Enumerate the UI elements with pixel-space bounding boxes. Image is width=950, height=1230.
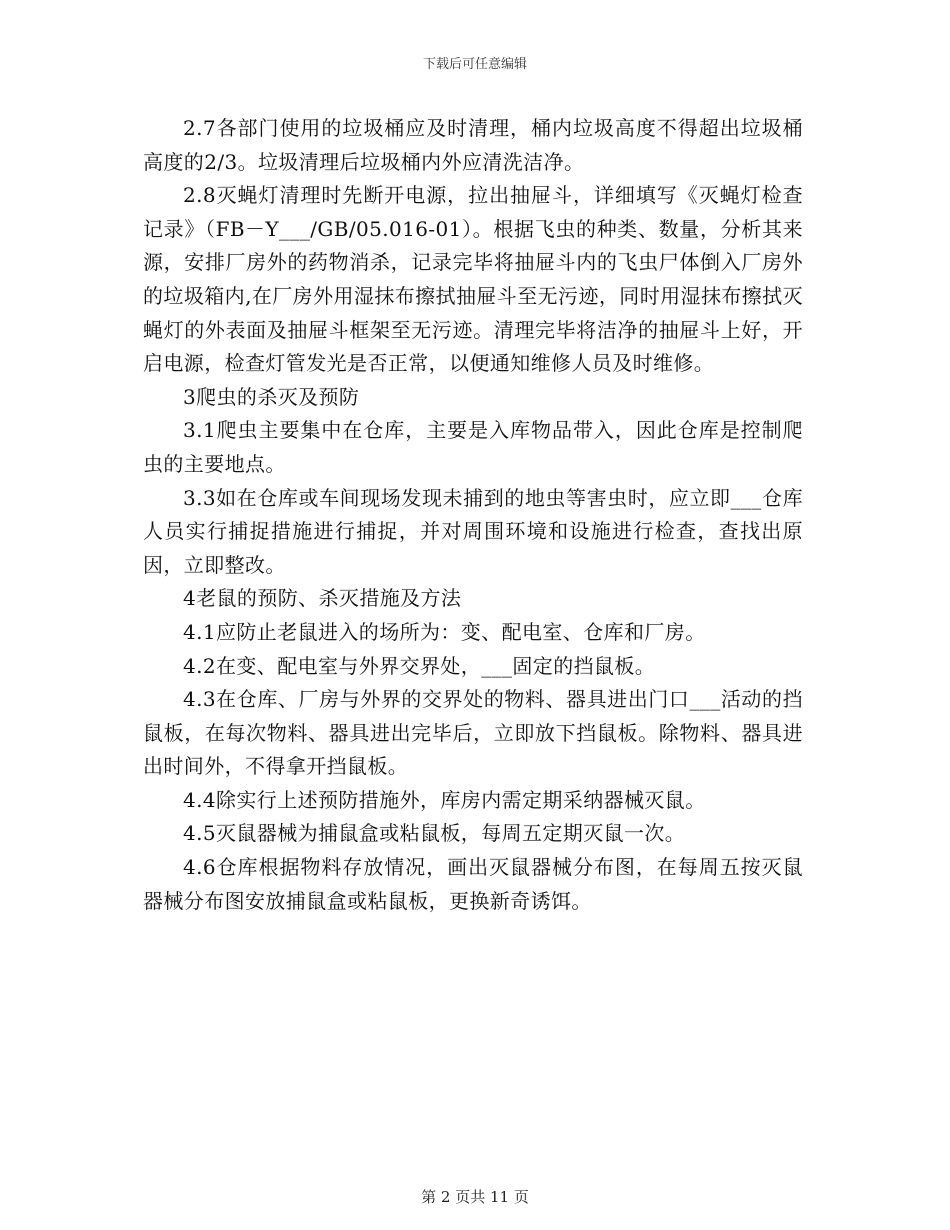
paragraph-4-2: 4.2在变、配电室与外界交界处，___固定的挡鼠板。 bbox=[183, 653, 656, 678]
page-footer: 第 2 页共 11 页 bbox=[421, 1188, 529, 1206]
paragraph-4-6: 4.6仓库根据物料存放情况，画出灭鼠器械分布图，在每周五按灭鼠器械分布图安放捕鼠盒或粘鼠板，更换新奇诱饵。 bbox=[143, 855, 803, 913]
paragraph-4-5: 4.5灭鼠器械为捕鼠盒或粘鼠板，每周五定期灭鼠一次。 bbox=[183, 821, 686, 846]
paragraph-3-3: 3.3如在仓库或车间现场发现未捕到的地虫等害虫时，应立即___仓库人员实行捕捉措施进行捕捉，并对周围环境和设施进行检查，查找出原因，立即整改。 bbox=[143, 485, 803, 577]
paragraph-2-7: 2.7各部门使用的垃圾桶应及时清理，桶内垃圾高度不得超出垃圾桶高度的2/3。垃圾清理后垃圾桶内外应清洗洁净。 bbox=[143, 116, 803, 174]
page-header: 下载后可任意编辑 bbox=[422, 57, 527, 72]
document-body bbox=[143, 112, 803, 918]
paragraph-4-4: 4.4除实行上述预防措施外，库房内需定期采纳器械灭鼠。 bbox=[183, 787, 706, 812]
section-heading-4: 4老鼠的预防、杀灭措施及方法 bbox=[183, 586, 462, 611]
paragraph-3-1: 3.1爬虫主要集中在仓库，主要是入库物品带入，因此仓库是控制爬虫的主要地点。 bbox=[143, 418, 803, 476]
paragraph-2-8: 2.8灭蝇灯清理时先断开电源，拉出抽屉斗，详细填写《灭蝇灯检查记录》（FB－Y___/GB/05.016-01）。根据飞虫的种类、数量，分析其来源，安排厂房外的药物消杀，记录完毕将抽屉斗内的飞虫尸体倒入厂房外的垃圾箱内,在厂房外用湿抹布擦拭抽屉斗至无污迹，同时用湿抹布擦拭灭蝇灯的外表面及抽屉斗框架至无污迹。清理完毕将洁净的抽屉斗上好，开启电源，检查灯管发光是否正常，以便通知维修人员及时维修。 bbox=[143, 183, 803, 376]
paragraph-4-1: 4.1应防止老鼠进入的场所为：变、配电室、仓库和厂房。 bbox=[183, 619, 706, 644]
paragraph-4-3: 4.3在仓库、厂房与外界的交界处的物料、器具进出门口___活动的挡鼠板，在每次物料、器具进出完毕后，立即放下挡鼠板。除物料、器具进出时间外，不得拿开挡鼠板。 bbox=[143, 687, 803, 779]
section-heading-3: 3爬虫的杀灭及预防 bbox=[183, 384, 360, 409]
